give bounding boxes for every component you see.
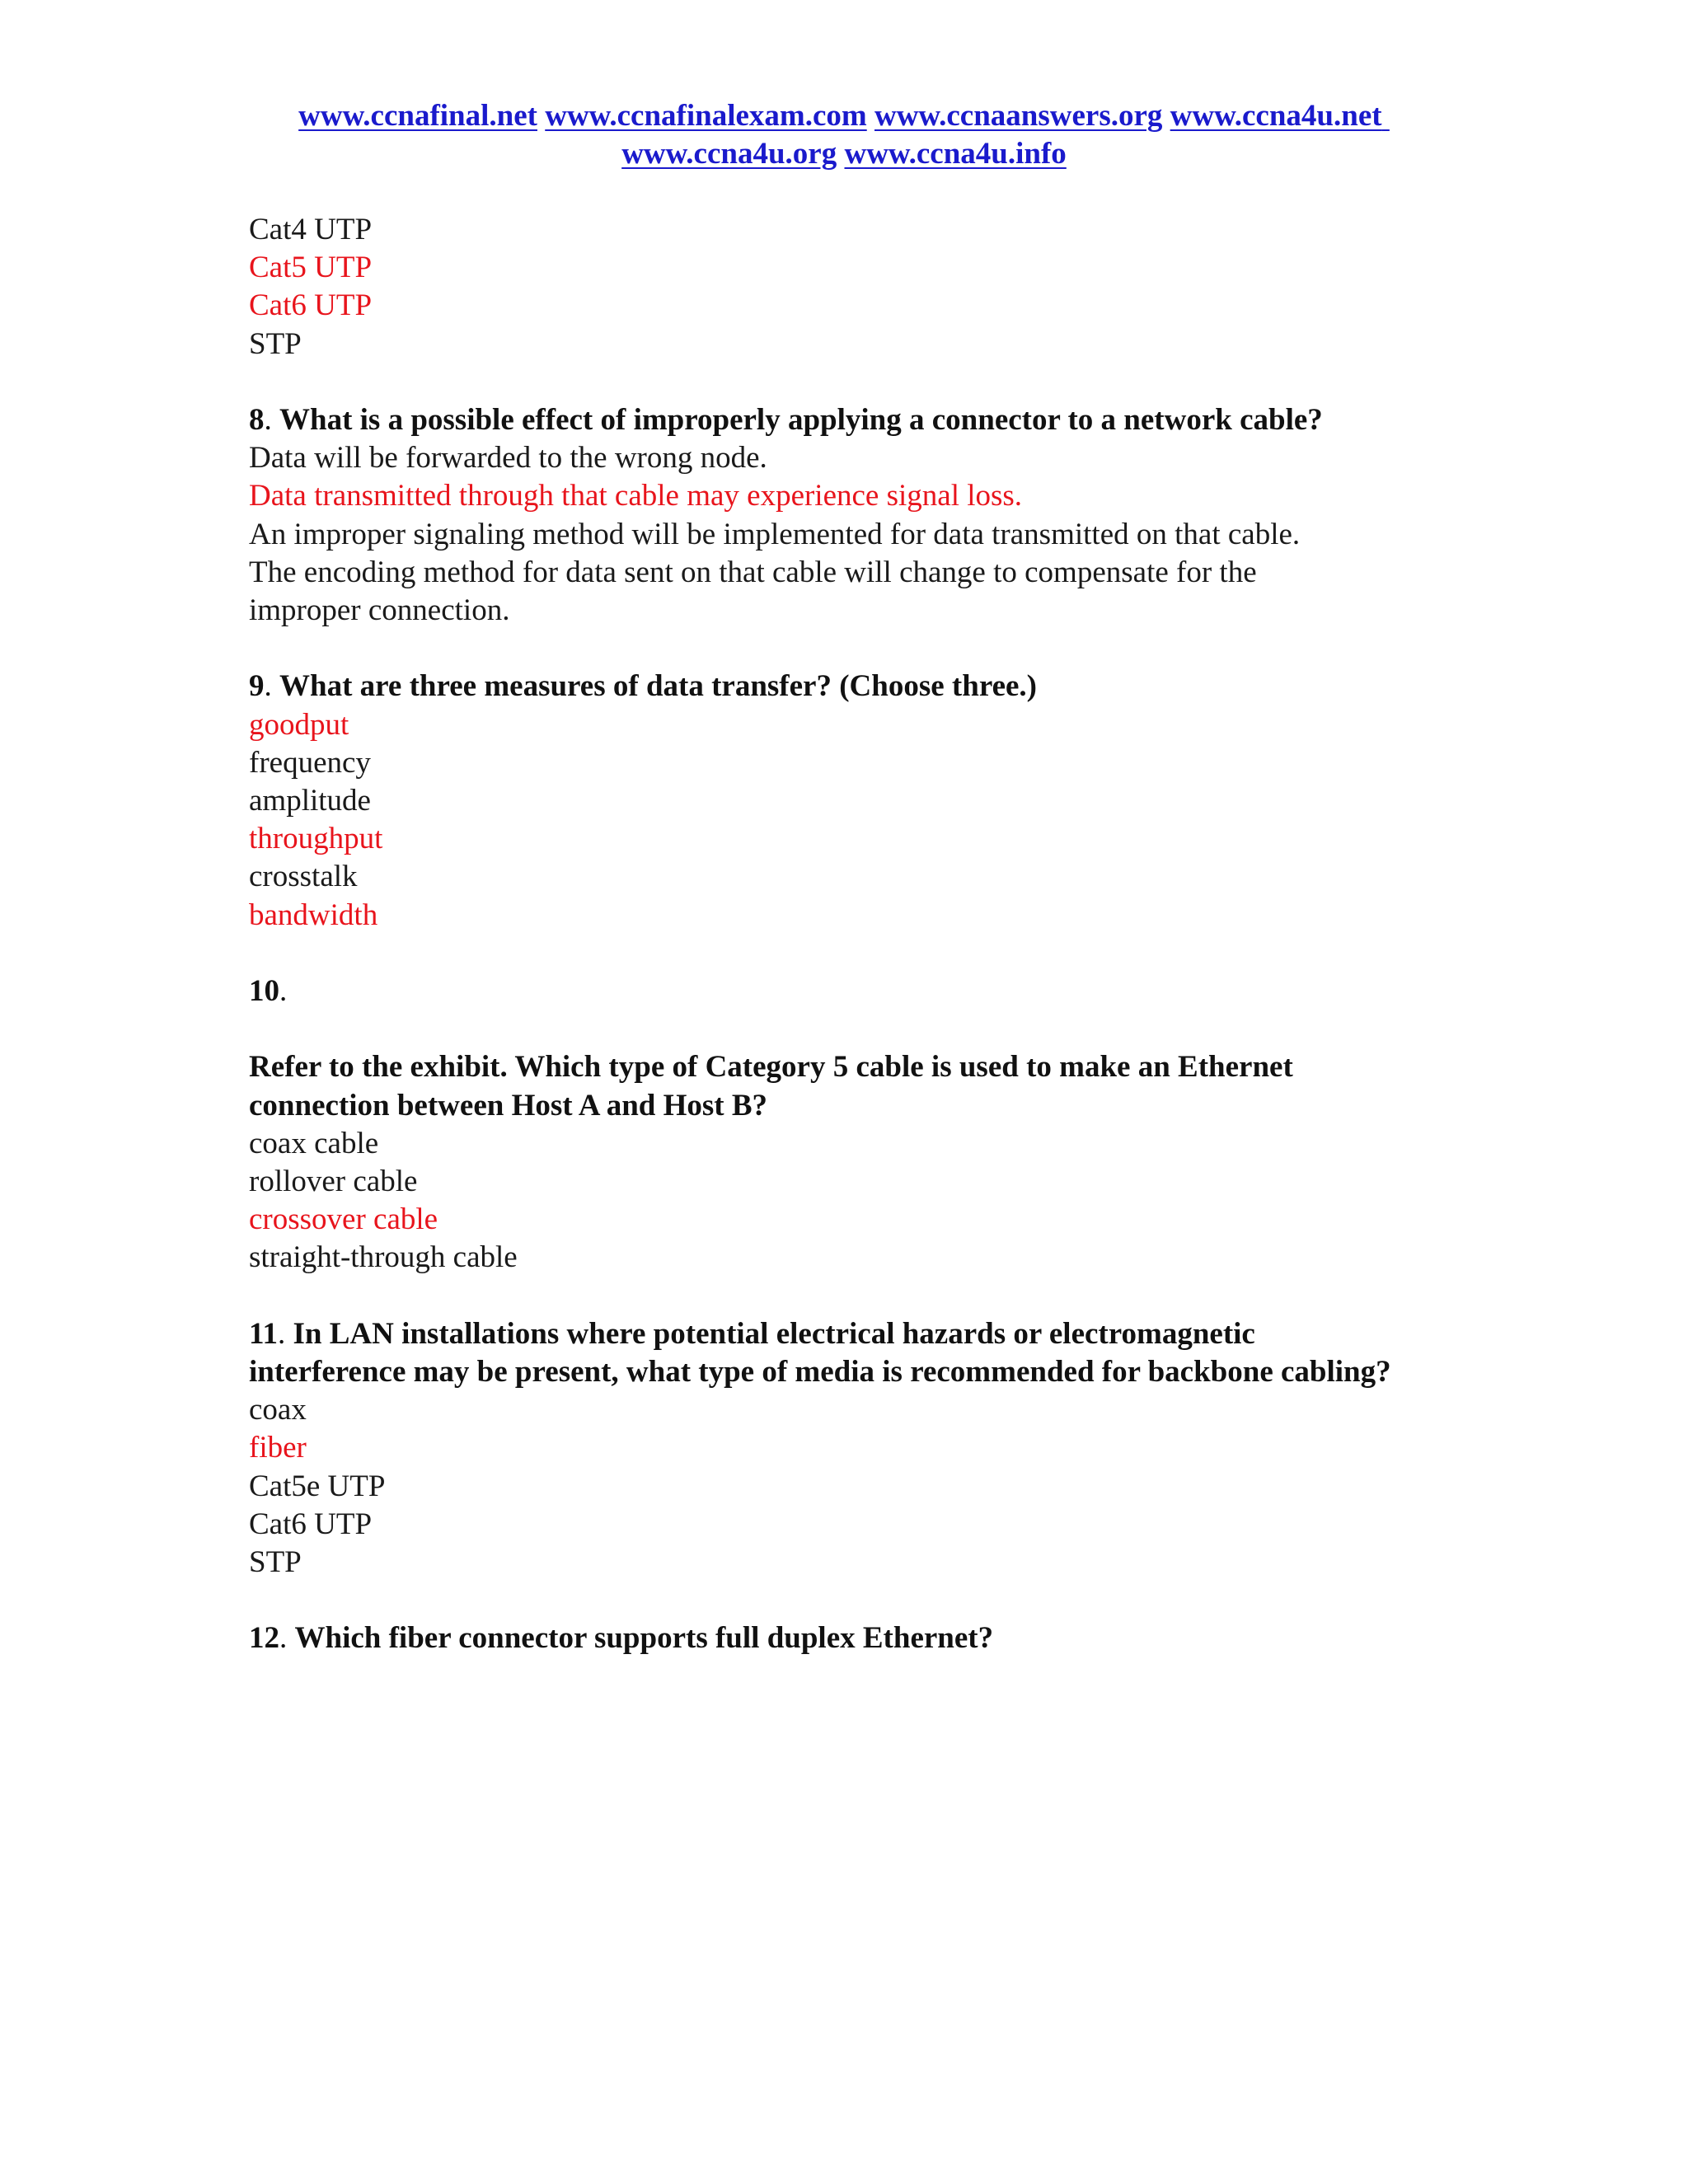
link-ccna4u-org[interactable]: www.ccna4u.org	[621, 137, 837, 171]
answer-option: coax	[249, 1393, 307, 1427]
question-number: 11	[249, 1316, 278, 1351]
answer-option: Cat6 UTP	[249, 1507, 373, 1541]
answer-option: amplitude	[249, 784, 371, 818]
question-number: 9	[249, 669, 265, 704]
answer-option: The encoding method for data sent on that cable will change to compensate for the improper connection.	[249, 555, 1257, 628]
correct-answer-option: Cat6 UTP	[249, 288, 373, 323]
question-number: 8	[249, 403, 265, 437]
header-links	[0, 97, 1688, 173]
answer-option: Data will be forwarded to the wrong node.	[249, 441, 767, 476]
question-12	[249, 1619, 1469, 1657]
question-9	[249, 668, 1469, 934]
question-prompt: Refer to the exhibit. Which type of Category 5 cable is used to make an Ethernet connection between Host A and Host B?	[249, 1050, 1293, 1122]
answer-option: Cat5e UTP	[249, 1469, 386, 1503]
correct-answer-option: Cat5 UTP	[249, 251, 373, 285]
header-row-2	[0, 135, 1688, 173]
answer-option: STP	[249, 1545, 302, 1580]
header-row-1	[0, 97, 1688, 135]
link-ccnaanswers-org[interactable]: www.ccnaanswers.org	[874, 99, 1163, 133]
question-text: 11. In LAN installations where potential electrical hazards or electromagnetic interference may be present, what type of media is recommended for backbone cabling?	[249, 1316, 1391, 1390]
correct-answer-option: goodput	[249, 707, 349, 742]
correct-answer-option: crossover cable	[249, 1202, 438, 1237]
link-ccnafinal-net[interactable]: www.ccnafinal.net	[298, 99, 537, 133]
link-ccnafinalexam-com[interactable]: www.ccnafinalexam.com	[545, 99, 867, 133]
question-prompt: Which fiber connector supports full duplex Ethernet?	[294, 1621, 994, 1656]
question-8	[249, 401, 1469, 630]
answer-option: rollover cable	[249, 1165, 418, 1199]
correct-answer-option: throughput	[249, 822, 383, 856]
answer-option: frequency	[249, 745, 371, 780]
link-trailing-space[interactable]	[1382, 99, 1390, 133]
question-text: 12. Which fiber connector supports full duplex Ethernet?	[249, 1621, 994, 1656]
question-number: 12	[249, 1621, 279, 1656]
answer-option: crosstalk	[249, 860, 358, 894]
question-11	[249, 1315, 1469, 1582]
correct-answer-option: Data transmitted through that cable may experience signal loss.	[249, 479, 1023, 513]
link-ccna4u-net[interactable]: www.ccna4u.net	[1170, 99, 1382, 133]
document-body	[249, 211, 1469, 1658]
link-ccna4u-info[interactable]: www.ccna4u.info	[844, 137, 1067, 171]
question-number: 10	[249, 974, 279, 1009]
question-prompt: What are three measures of data transfer? (Choose three.)	[279, 669, 1037, 704]
answer-option: straight-through cable	[249, 1240, 518, 1275]
question-10	[249, 972, 1469, 1277]
question-text: 8. What is a possible effect of improperly applying a connector to a network cable?	[249, 403, 1323, 437]
prev-question-options	[249, 211, 1469, 363]
answer-option: coax cable	[249, 1126, 379, 1160]
question-prompt: What is a possible effect of improperly applying a connector to a network cable?	[279, 403, 1323, 437]
correct-answer-option: fiber	[249, 1431, 307, 1465]
question-number-line: 10.	[249, 974, 288, 1009]
answer-option: An improper signaling method will be implemented for data transmitted on that cable.	[249, 517, 1301, 551]
correct-answer-option: bandwidth	[249, 898, 378, 932]
answer-option: Cat4 UTP	[249, 213, 373, 246]
answer-option: STP	[249, 326, 302, 361]
question-text: 9. What are three measures of data transfer? (Choose three.)	[249, 669, 1037, 704]
question-prompt: In LAN installations where potential electrical hazards or electromagnetic interference may be present, what type of media is recommended for backbone cabling?	[249, 1316, 1391, 1390]
